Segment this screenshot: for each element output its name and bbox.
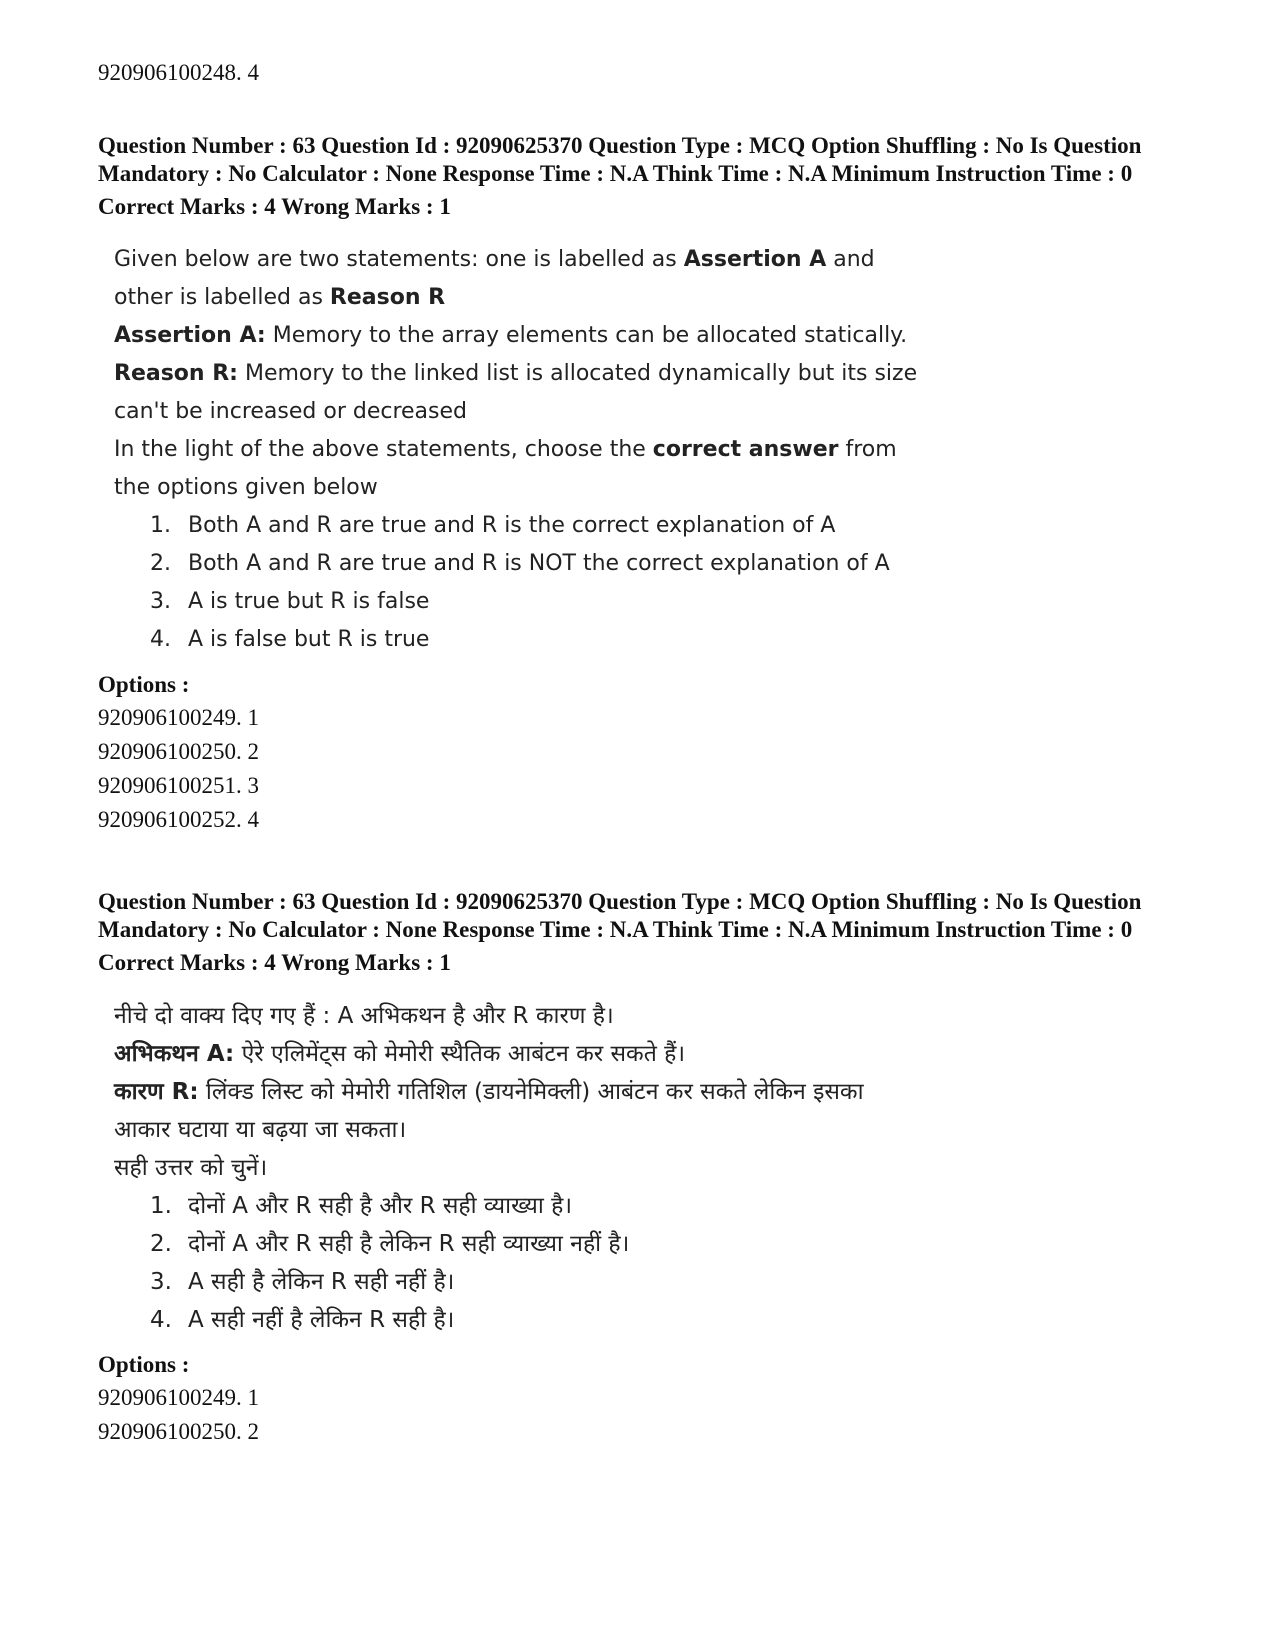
question-body — [98, 997, 894, 1339]
choice-item: 4. A is false but R is true — [150, 627, 430, 652]
question-marks: Correct Marks : 4 Wrong Marks : 1 — [98, 194, 451, 219]
choice-item: 1. दोनों A और R सही है और R सही व्याख्या है। — [150, 1193, 573, 1219]
choice-item: 2. Both A and R are true and R is NOT the correct explanation of A — [150, 551, 890, 576]
assertion-statement: अभिकथन A: ऐरे एलिमेंट्स को मेमोरी स्थैतिक आबंटन कर सकते हैं। — [114, 1041, 686, 1067]
choice-item: 3. A सही है लेकिन R सही नहीं है। — [150, 1269, 455, 1295]
options-label: Options : — [98, 672, 190, 697]
question-intro: नीचे दो वाक्य दिए गए हैं : A अभिकथन है और R कारण है। — [114, 1003, 614, 1029]
previous-option-line: 920906100248. 4 — [98, 60, 259, 85]
option-line: 920906100252. 4 — [98, 807, 259, 832]
choice-item: 1. Both A and R are true and R is the correct explanation of A — [150, 513, 836, 538]
option-line: 920906100249. 1 — [98, 705, 259, 730]
question-instruction: In the light of the above statements, choose the correct answer from the options given below — [114, 437, 897, 500]
question-instruction: सही उत्तर को चुनें। — [114, 1155, 268, 1181]
question-body — [98, 241, 934, 659]
option-line: 920906100251. 3 — [98, 773, 259, 798]
choice-item: 2. दोनों A और R सही है लेकिन R सही व्याख्या नहीं है। — [150, 1231, 630, 1257]
question-intro: Given below are two statements: one is labelled as Assertion A and other is labelled as Reason R — [114, 247, 875, 310]
choice-item: 3. A is true but R is false — [150, 589, 430, 614]
choice-list — [114, 507, 934, 659]
option-line: 920906100250. 2 — [98, 739, 259, 764]
choice-list — [114, 1187, 894, 1339]
option-line: 920906100250. 2 — [98, 1419, 259, 1444]
choice-item: 4. A सही नहीं है लेकिन R सही है। — [150, 1307, 455, 1333]
question-block-hindi — [98, 888, 1178, 1449]
option-line: 920906100249. 1 — [98, 1385, 259, 1410]
reason-statement: कारण R: लिंक्ड लिस्ट को मेमोरी गतिशिल (डायनेमिक्ली) आबंटन कर सकते लेकिन इसका आकार घटाया या बढ़या जा सकता। — [114, 1079, 864, 1143]
question-meta: Question Number : 63 Question Id : 92090625370 Question Type : MCQ Option Shuffling : No Is Question Mandatory : No Calculator : None Response Time : N.A Think Time : N.A Minimum Instruction Time : 0 — [98, 889, 1142, 942]
question-meta: Question Number : 63 Question Id : 92090625370 Question Type : MCQ Option Shuffling : No Is Question Mandatory : No Calculator : None Response Time : N.A Think Time : N.A Minimum Instruction Time : 0 — [98, 133, 1142, 186]
assertion-statement: Assertion A: Memory to the array elements can be allocated statically. — [114, 323, 908, 348]
reason-statement: Reason R: Memory to the linked list is allocated dynamically but its size can't be increased or decreased — [114, 361, 918, 424]
options-label: Options : — [98, 1352, 190, 1377]
question-marks: Correct Marks : 4 Wrong Marks : 1 — [98, 950, 451, 975]
question-block-english — [98, 132, 1178, 837]
